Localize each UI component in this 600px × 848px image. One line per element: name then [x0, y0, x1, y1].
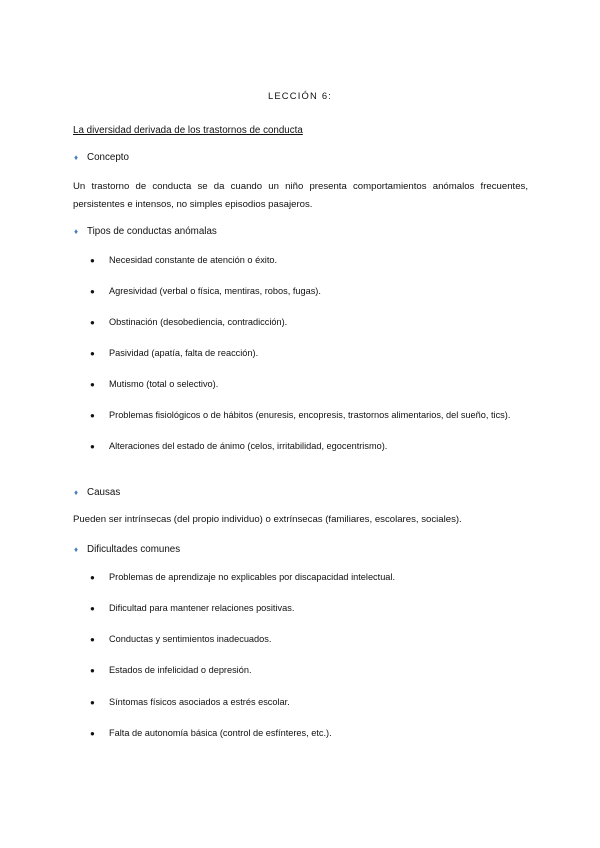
- list-item: ● Síntomas físicos asociados a estrés escolar.: [90, 697, 290, 707]
- diamond-icon: ♦: [74, 488, 79, 497]
- bullet-dot-icon: ●: [90, 697, 95, 707]
- bullet-dot-icon: ●: [90, 441, 95, 451]
- list-item: ● Alteraciones del estado de ánimo (celos, irritabilidad, egocentrismo).: [90, 441, 388, 451]
- concepto-paragraph: Un trastorno de conducta se da cuando un niño presenta comportamientos anómalos frecuentes, persistentes e intensos, no simples episodios pasajeros.: [73, 181, 528, 210]
- list-item: ● Dificultad para mantener relaciones positivas.: [90, 603, 295, 613]
- section-concepto-label: Concepto: [87, 152, 129, 163]
- bullet-dot-icon: ●: [90, 603, 95, 613]
- section-causas: [74, 487, 120, 498]
- section-dificultades: [74, 544, 180, 555]
- bullet-dot-icon: ●: [90, 348, 95, 358]
- bullet-dot-icon: ●: [90, 379, 95, 389]
- diamond-icon: ♦: [74, 153, 79, 162]
- bullet-dot-icon: ●: [90, 665, 95, 675]
- list-item: ● Necesidad constante de atención o éxito.: [90, 255, 278, 265]
- list-item: ● Conductas y sentimientos inadecuados.: [90, 634, 272, 644]
- list-item: ● Obstinación (desobediencia, contradicción).: [90, 317, 288, 327]
- bullet-dot-icon: ●: [90, 728, 95, 738]
- causas-paragraph: Pueden ser intrínsecas (del propio individuo) o extrínsecas (familiares, escolares, sociales).: [73, 514, 462, 525]
- bullet-dot-icon: ●: [90, 317, 95, 327]
- diamond-icon: ♦: [74, 227, 79, 236]
- list-item: ● Falta de autonomía básica (control de esfínteres, etc.).: [90, 728, 332, 738]
- section-concepto: [74, 152, 129, 163]
- bullet-dot-icon: ●: [90, 255, 95, 265]
- lesson-title: LECCIÓN 6:: [267, 90, 333, 101]
- section-causas-label: Causas: [87, 487, 121, 498]
- list-item: ● Problemas de aprendizaje no explicables por discapacidad intelectual.: [90, 572, 396, 582]
- section-tipos-label: Tipos de conductas anómalas: [87, 226, 217, 237]
- bullet-dot-icon: ●: [90, 286, 95, 296]
- lesson-subtitle: La diversidad derivada de los trastornos de conducta: [73, 125, 303, 136]
- diamond-icon: ♦: [74, 545, 79, 554]
- list-item: ● Agresividad (verbal o física, mentiras, robos, fugas).: [90, 286, 321, 296]
- list-item: ● Pasividad (apatía, falta de reacción).: [90, 348, 259, 358]
- section-dificultades-label: Dificultades comunes: [87, 544, 181, 555]
- list-item: ● Problemas fisiológicos o de hábitos (enuresis, encopresis, trastornos alimentarios, del sueño, tics).: [90, 410, 511, 420]
- list-item: ● Estados de infelicidad o depresión.: [90, 665, 252, 675]
- bullet-dot-icon: ●: [90, 634, 95, 644]
- section-tipos: [74, 226, 217, 237]
- bullet-dot-icon: ●: [90, 572, 95, 582]
- list-item: ● Mutismo (total o selectivo).: [90, 379, 219, 389]
- bullet-dot-icon: ●: [90, 410, 95, 420]
